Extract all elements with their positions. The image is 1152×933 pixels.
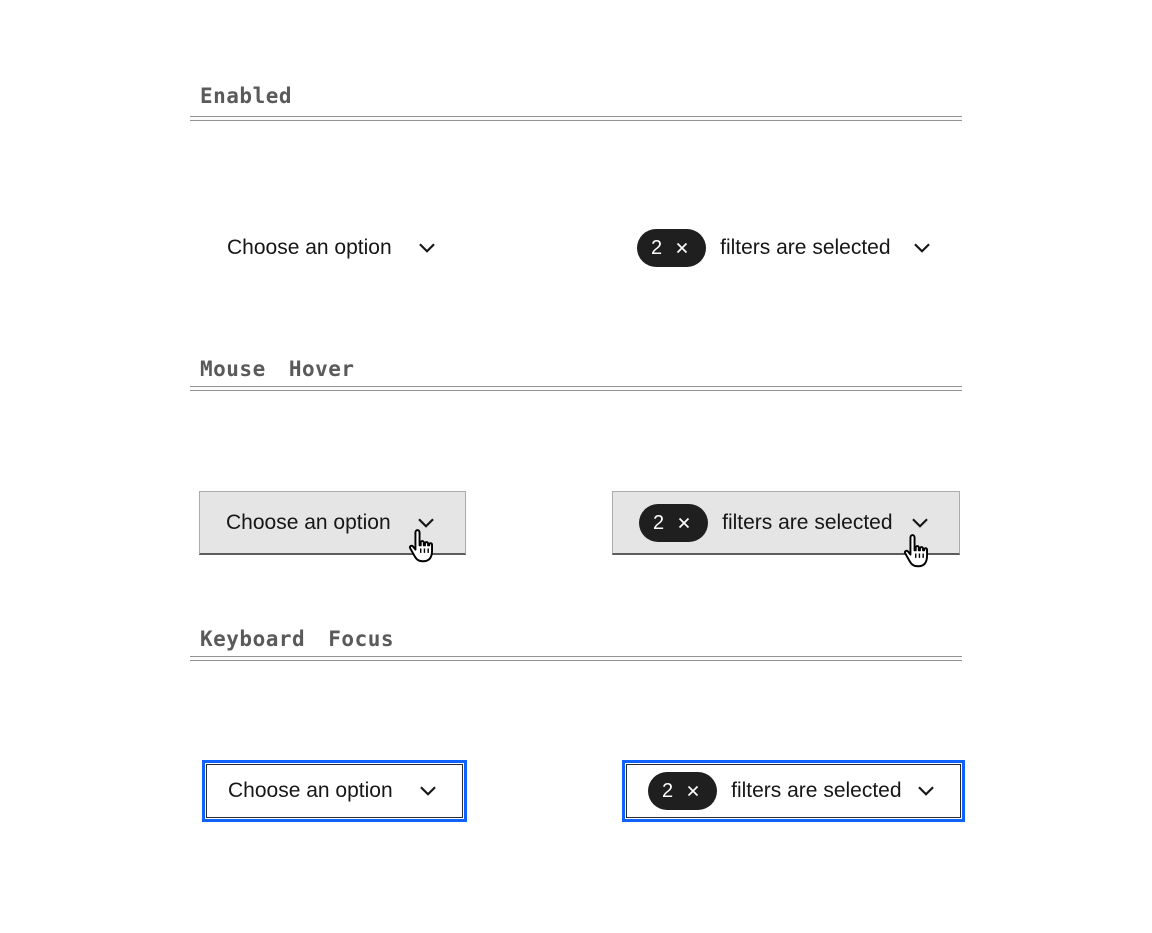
multiselect-focus[interactable]	[622, 760, 965, 822]
multiselect-label: filters are selected	[731, 779, 902, 802]
section-divider	[190, 386, 962, 391]
section-title-enabled: Enabled	[200, 84, 293, 108]
multiselect-label: filters are selected	[720, 236, 891, 259]
chevron-down-icon	[907, 510, 933, 536]
chevron-down-icon	[415, 778, 441, 804]
close-icon[interactable]	[672, 238, 692, 258]
filter-tag	[637, 229, 706, 267]
close-icon[interactable]	[674, 513, 694, 533]
filter-count: 2	[653, 511, 665, 534]
dropdown-label: Choose an option	[227, 236, 392, 259]
chevron-down-icon	[909, 235, 935, 261]
dropdown-focus-inner	[206, 764, 463, 818]
section-divider	[190, 116, 962, 121]
dropdown-hover[interactable]	[199, 491, 466, 555]
filter-count: 2	[662, 780, 674, 802]
chevron-down-icon	[413, 510, 439, 536]
dropdown-label: Choose an option	[226, 510, 391, 534]
section-title-mouse-hover: Mouse Hover	[200, 357, 355, 381]
filter-tag	[648, 772, 717, 810]
dropdown-enabled[interactable]	[227, 233, 440, 263]
dropdown-focus[interactable]	[202, 760, 467, 822]
chevron-down-icon	[414, 235, 440, 261]
multiselect-hover[interactable]	[612, 491, 960, 555]
multiselect-enabled[interactable]	[637, 229, 935, 267]
close-icon[interactable]	[683, 781, 703, 801]
multiselect-focus-inner	[626, 764, 961, 818]
section-title-keyboard-focus: Keyboard Focus	[200, 627, 395, 651]
filter-tag	[639, 504, 708, 542]
filter-count: 2	[651, 237, 663, 259]
multiselect-label: filters are selected	[722, 510, 893, 534]
chevron-down-icon	[913, 778, 939, 804]
section-divider	[190, 656, 962, 661]
dropdown-label: Choose an option	[228, 779, 393, 802]
